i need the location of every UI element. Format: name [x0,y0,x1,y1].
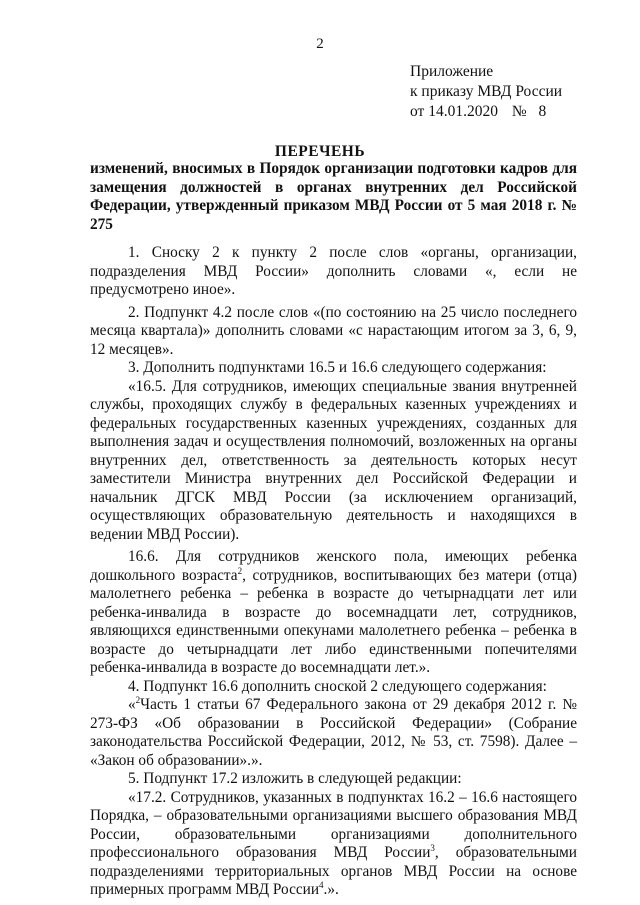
appendix-order-ref: к приказу МВД России [410,83,563,100]
item-3-subpoint-16-6 [90,548,577,678]
item-4-footnote-text [90,696,577,770]
item-4: 4. Подпункт 16.6 дополнить сноской 2 следующего содержания: [128,677,547,695]
appendix-date: 14.01.2020 [428,103,498,120]
document-title: ПЕРЕЧЕНЬ [274,143,366,160]
appendix-from: от [410,103,425,120]
footnote-mark-2: 2 [135,694,141,705]
subpoint-17-2-text-c: .». [323,881,339,898]
document-subtitle: изменений, вносимых в Порядок организации подготовки кадров для замещения должностей в органах внутренних дел Российской Федерации, утвержденный приказом МВД России от 5 мая 2018 г. № 275 [90,160,577,233]
item-2: 2. Подпункт 4.2 после слов «(по состоянию на 25 число последнего месяца квартала)» дополнить словами «с нарастающим итогом за 3, 6, 9, 12 месяцев». [90,303,577,358]
document-body [90,244,577,900]
appendix-number-sign: № [511,103,527,120]
footnote-ref-2: 2 [237,565,243,576]
appendix-number: 8 [538,103,547,120]
page-number: 2 [316,36,324,52]
footnote-open-quote: « [128,696,136,713]
footnote-2-body: Часть 1 статьи 67 Федерального закона от 29 декабря 2012 г. № 273-ФЗ «Об образовании в Российской Федерации» (Собрание законодательства Российской Федерации, 2012, № 53, ст. 7598). Далее – «Закон об образовании».». [90,696,577,769]
appendix-title: Приложение [410,63,494,80]
subpoint-16-6-text-a: 16.6. Для сотрудников женского пола, имеющих ребенка дошкольного возраста [90,548,577,584]
item-5-subpoint-17-2 [90,789,577,900]
footnote-ref-3: 3 [430,842,435,853]
item-5: 5. Подпункт 17.2 изложить в следующей редакции: [128,770,462,787]
item-1: 1. Сноску 2 к пункту 2 после слов «органы, организации, подразделения МВД России» дополнить словами «, если не предусмотрено иное». [90,244,577,298]
subpoint-17-2-text-b: , образовательными подразделениями территориальных органов МВД России на основе примерных программ МВД России [90,844,577,898]
subpoint-17-2-text-a: «17.2. Сотрудников, указанных в подпунктах 16.2 – 16.6 настоящего Порядка, – образовательными организациями высшего образования МВД России, образовательными организациями дополнительного профессионального образования МВД России [90,788,577,861]
footnote-ref-4: 4 [319,879,324,890]
appendix-block [410,62,562,122]
appendix-date-line [410,102,562,122]
subpoint-16-6-text-b: , сотрудников, воспитывающих без матери (отца) малолетнего ребенка – ребенка в возрасте до четырнадцати лет или ребенка-инвалида в возрасте до восемнадцати лет, сотрудников, являющихся единственными опекунами малолетнего ребенка – ребенка в возрасте до четырнадцати лет либо единственными попечителями ребенка-инвалида в возрасте до восемнадцати лет.». [90,566,577,676]
item-3: 3. Дополнить подпунктами 16.5 и 16.6 следующего содержания: [128,359,547,376]
item-3-subpoint-16-5: «16.5. Для сотрудников, имеющих специальные звания внутренней службы, проходящих службу в федеральных казенных учреждениях и федеральных государственных казенных учреждениях, созданных для выполнения задач и осуществления полномочий, возложенных на органы внутренних дел, ответственность за деятельность которых несут заместители Министра внутренних дел Российской Федерации и начальник ДГСК МВД России (за исключением организаций, осуществляющих образовательную деятельность и находящихся в ведении МВД России). [90,377,577,543]
